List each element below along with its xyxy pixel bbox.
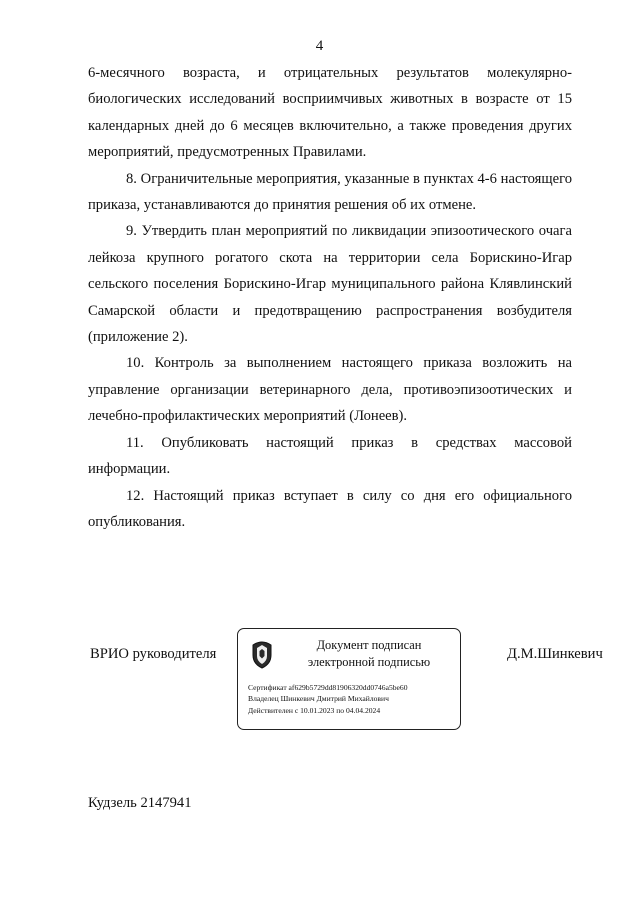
stamp-details [248, 682, 456, 716]
paragraph-11: 11. Опубликовать настоящий приказ в средствах массовой информации. [88, 434, 572, 478]
stamp-owner: Владелец Шинкевич Дмитрий Михайлович [248, 694, 389, 704]
electronic-signature-stamp [237, 628, 461, 730]
stamp-title-line2: электронной подписью [307, 655, 431, 669]
stamp-validity: Действителен с 10.01.2023 по 04.04.2024 [248, 705, 381, 715]
paragraph-12: 12. Настоящий приказ вступает в силу со дня его официального опубликования. [88, 487, 572, 530]
signatory-position: ВРИО руководителя [90, 646, 217, 662]
page-number: 4 [315, 38, 324, 54]
signatory-name: Д.М.Шинкевич [507, 646, 603, 662]
stamp-title [284, 637, 454, 671]
executor-info: Кудзель 2147941 [88, 795, 192, 811]
stamp-title-line1: Документ подписан [316, 638, 422, 652]
stamp-certificate: Сертификат af629b5729dd81906320dd0746a5be60 [248, 683, 408, 692]
coat-of-arms-icon [250, 639, 274, 669]
paragraph-9: 9. Утвердить план мероприятий по ликвидации эпизоотического очага лейкоза крупного рогатого скота на территории села Борискино-Игар сельского поселения Борискино-Игар муниципального района Клявлинский Самарской области и предотвращению распространения возбудителя (приложение 2). [88, 223, 572, 346]
document-body [88, 60, 572, 535]
paragraph-continuation: 6-месячного возраста, и отрицательных результатов молекулярно-биологических исследований восприимчивых животных в возрасте от 15 календарных дней до 6 месяцев включительно, а также проведения других мероприятий, предусмотренных Правилами. [88, 65, 572, 161]
paragraph-10: 10. Контроль за выполнением настоящего приказа возложить на управление организации ветеринарного дела, противоэпизоотических и лечебно-профилактических мероприятий (Лонеев). [88, 355, 572, 425]
paragraph-8: 8. Ограничительные мероприятия, указанные в пунктах 4-6 настоящего приказа, устанавливаются до принятия решения об их отмене. [88, 170, 572, 214]
